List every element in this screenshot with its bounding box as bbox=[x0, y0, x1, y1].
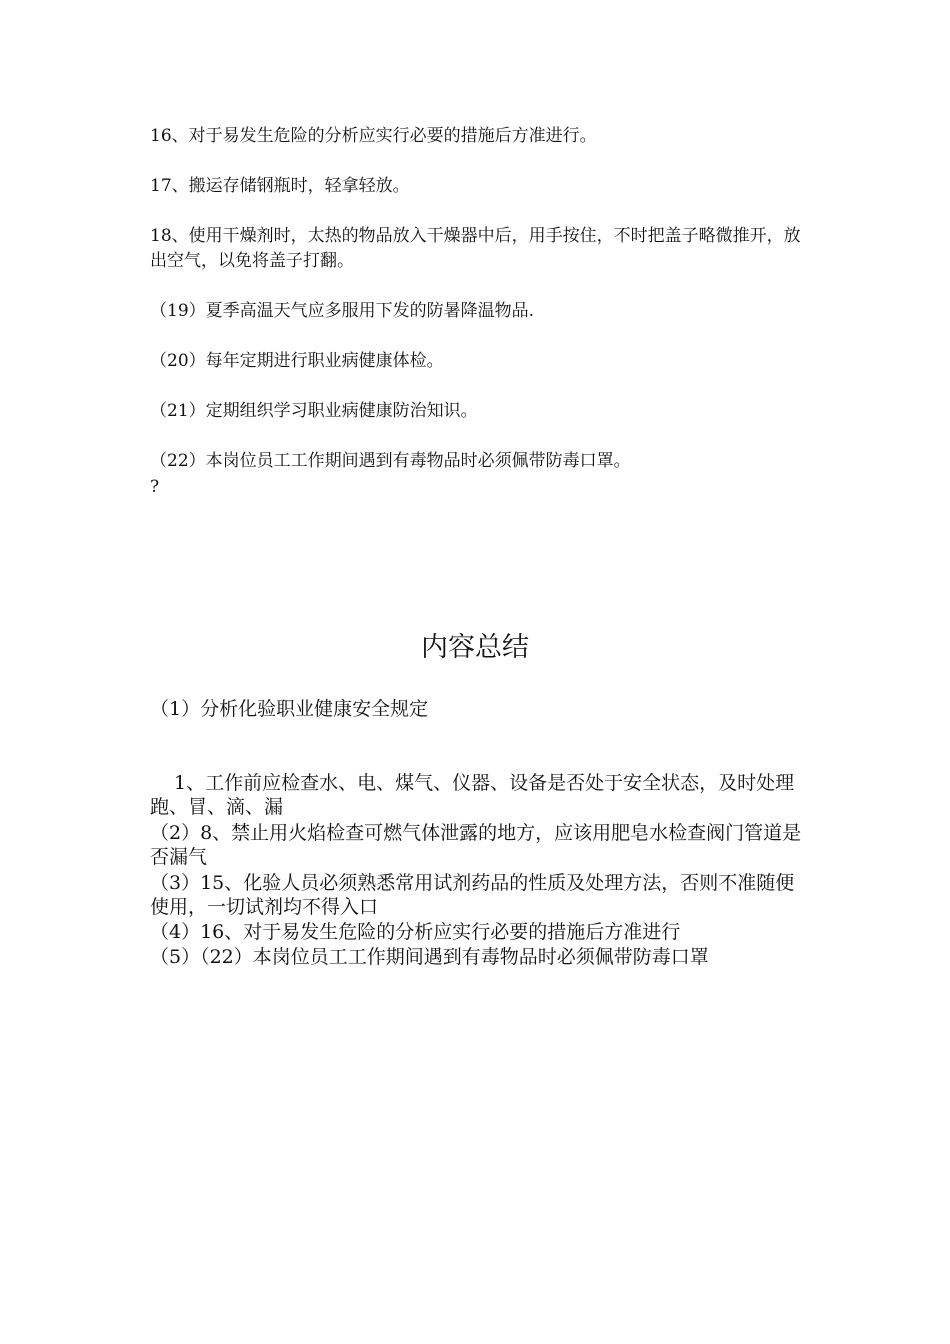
rule-20: （20）每年定期进行职业病健康体检。 bbox=[150, 351, 444, 371]
summary-item: （4）16、对于易发生危险的分析应实行必要的措施后方准进行 bbox=[150, 921, 681, 943]
rule-21: （21）定期组织学习职业病健康防治知识。 bbox=[150, 401, 478, 421]
summary-item: （3）15、化验人员必须熟悉常用试剂药品的性质及处理方法，否则不准随便使用，一切试剂均不得入口 bbox=[150, 872, 795, 918]
summary-item: （2）8、禁止用火焰检查可燃气体泄露的地方，应该用肥皂水检查阀门管道是否漏气 bbox=[150, 822, 802, 868]
summary-item: （1）分析化验职业健康安全规定 bbox=[150, 698, 429, 720]
rule-16: 16、对于易发生危险的分析应实行必要的措施后方准进行。 bbox=[150, 126, 597, 146]
summary-item: （5）（22）本岗位员工工作期间遇到有毒物品时必须佩带防毒口罩 bbox=[150, 946, 709, 968]
summary-item: 1、工作前应检查水、电、煤气、仪器、设备是否处于安全状态，及时处理跑、冒、滴、漏 bbox=[150, 772, 795, 818]
rule-22: （22）本岗位员工工作期间遇到有毒物品时必须佩带防毒口罩。 bbox=[150, 451, 631, 471]
summary-title: 内容总结 bbox=[421, 632, 529, 663]
rule-17: 17、搬运存储钢瓶时，轻拿轻放。 bbox=[150, 176, 410, 196]
rule-18: 18、使用干燥剂时，太热的物品放入干燥器中后，用手按住，不时把盖子略微推开，放出空气，以免将盖子打翻。 bbox=[150, 226, 801, 271]
stray-question-mark: ? bbox=[150, 477, 160, 497]
rule-19: （19）夏季高温天气应多服用下发的防暑降温物品. bbox=[150, 301, 535, 321]
